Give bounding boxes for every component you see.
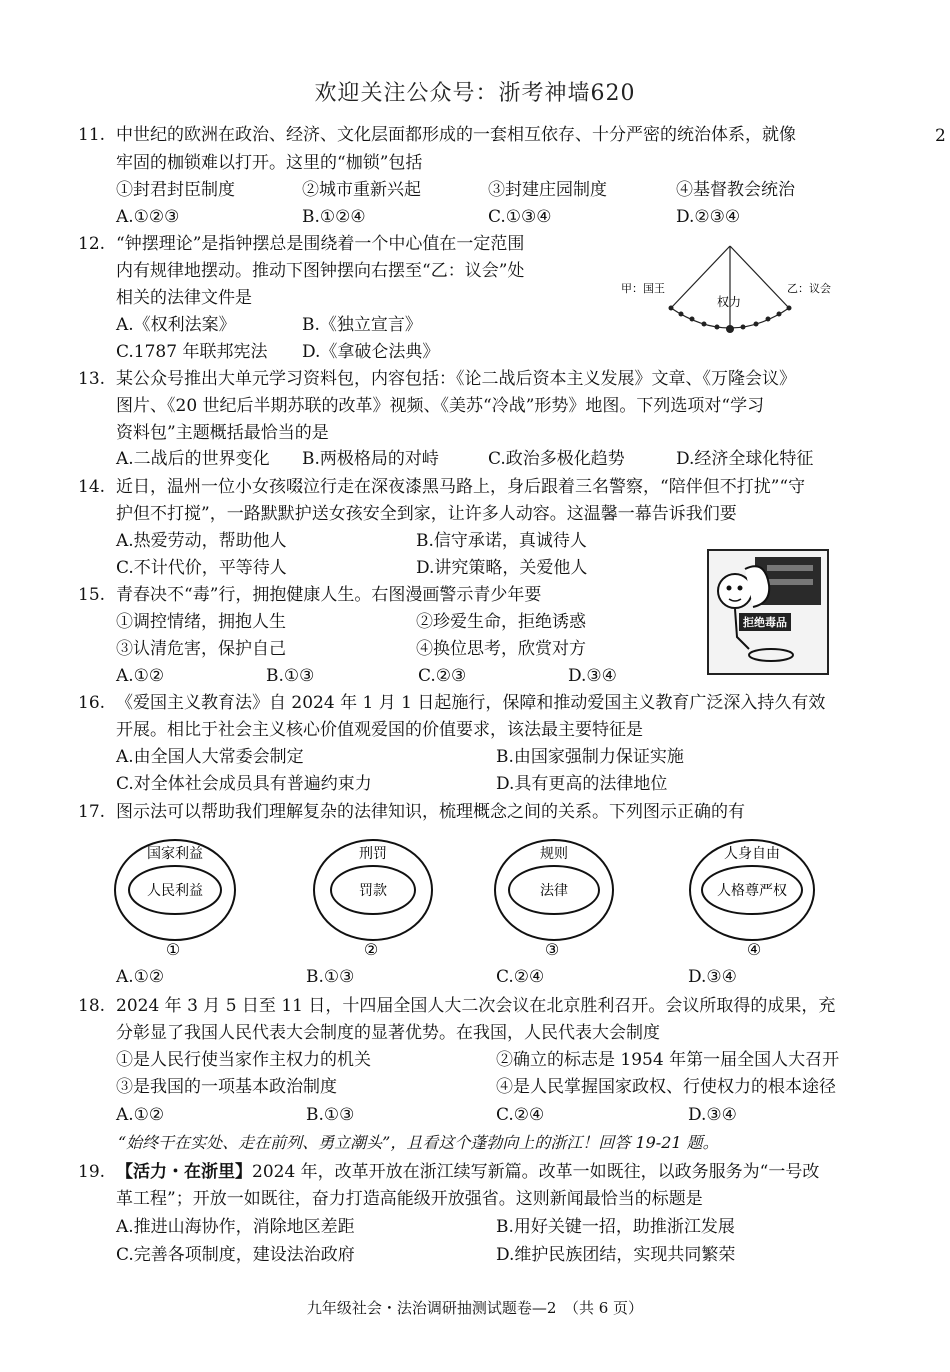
q17-option-b: B.①③	[306, 967, 355, 987]
q19-option-c: C.完善各项制度，建设法治政府	[116, 1245, 355, 1265]
q12-number: 12.	[78, 234, 106, 254]
pendulum-diagram	[615, 242, 845, 342]
q11-option-b: B.①②④	[302, 207, 366, 227]
q11-line2: 牢固的枷锁难以打开。这里的“枷锁”包括	[116, 153, 423, 173]
q19-option-d: D.维护民族团结，实现共同繁荣	[496, 1245, 736, 1265]
q14-number: 14.	[78, 477, 106, 497]
q11-item-4: ④基督教会统治	[676, 180, 795, 200]
q19-line1: 19. 【活力・在浙里】2024 年，改革开放在浙江续写新篇。改革一如既往，以政务服务为“一号改	[78, 1159, 819, 1186]
q17-number: 17.	[78, 802, 106, 822]
q19-tag: 【活力・在浙里】	[116, 1162, 252, 1182]
cartoon-drawing	[709, 551, 827, 673]
cartoon-label: 拒绝毒品	[739, 613, 791, 631]
q15-option-b: B.①③	[266, 666, 315, 686]
venn-2-outer: 刑罚	[359, 846, 387, 862]
q14-option-a: A.热爱劳动，帮助他人	[116, 531, 287, 551]
q16-option-a: A.由全国人大常委会制定	[116, 747, 304, 767]
q19-option-a: A.推进山海协作，消除地区差距	[116, 1217, 355, 1237]
q16-option-b: B.由国家强制力保证实施	[496, 747, 684, 767]
venn-diagram-3	[495, 840, 613, 959]
q12-line2: 内有规律地摆动。推动下图钟摆向右摆至“乙：议会”处	[116, 261, 525, 281]
pendulum-center-label: 权力	[717, 295, 742, 309]
q13-option-b: B.两极格局的对峙	[302, 449, 439, 469]
q15-option-d: D.③④	[568, 666, 617, 686]
q11-option-d: D.②③④	[676, 207, 741, 227]
page-header: 欢迎关注公众号：浙考神墙620	[314, 81, 636, 106]
venn-diagram-1	[115, 840, 235, 959]
q15-option-c: C.②③	[418, 666, 467, 686]
venn-1-inner: 人民利益	[147, 883, 203, 899]
q16-line1: 16. 《爱国主义教育法》自 2024 年 1 月 1 日起施行，保障和推动爱国主义教育广泛深入持久有效	[78, 690, 825, 717]
venn-4-mark: ④	[746, 940, 762, 959]
q13-number: 13.	[78, 369, 106, 389]
q14-line1: 14. 近日，温州一位小女孩啜泣行走在深夜漆黑马路上，身后跟着三名警察，“陪伴但不打扰”“守	[78, 474, 805, 501]
q11-line1: 11. 中世纪的欧洲在政治、经济、文化层面都形成的一套相互依存、十分严密的统治体系，就像	[78, 122, 796, 149]
page-footer: 九年级社会・法治调研抽测试题卷—2 （共 6 页）	[306, 1299, 644, 1317]
q15-item-3: ③认清危害，保护自己	[116, 639, 286, 659]
q16-option-d: D.具有更高的法律地位	[496, 774, 668, 794]
q18-option-a: A.①②	[116, 1105, 165, 1125]
q11-option-a: A.①②③	[116, 207, 180, 227]
q17-option-c: C.②④	[496, 967, 545, 987]
q12-line1: 12. “钟摆理论”是指钟摆总是围绕着一个中心值在一定范围	[78, 231, 524, 258]
q18-number: 18.	[78, 996, 106, 1016]
side-mark: 2	[935, 126, 946, 146]
q11-item-1: ①封君封臣制度	[116, 180, 235, 200]
q12-option-c: C.1787 年联邦宪法	[116, 342, 268, 362]
q15-option-a: A.①②	[116, 666, 165, 686]
q19-line2: 革工程”；开放一如既往，奋力打造高能级开放强省。这则新闻最恰当的标题是	[116, 1189, 703, 1209]
q16-option-c: C.对全体社会成员具有普遍约束力	[116, 774, 372, 794]
venn-diagram-2	[314, 840, 432, 959]
anti-drug-cartoon	[707, 549, 829, 675]
venn-3-outer: 规则	[540, 846, 568, 862]
q13-option-a: A.二战后的世界变化	[116, 449, 270, 469]
q18-line1: 18. 2024 年 3 月 5 日至 11 日，十四届全国人大二次会议在北京胜利召开。会议所取得的成果，充	[78, 993, 835, 1020]
q12-line3: 相关的法律文件是	[116, 288, 252, 308]
q16-line2: 开展。相比于社会主义核心价值观爱国的价值要求，该法最主要特征是	[116, 720, 643, 740]
q15-item-2: ②珍爱生命，拒绝诱惑	[416, 612, 586, 632]
venn-3-mark: ③	[544, 940, 560, 959]
q16-number: 16.	[78, 693, 106, 713]
q18-option-c: C.②④	[496, 1105, 545, 1125]
q18-item-3: ③是我国的一项基本政治制度	[116, 1077, 337, 1097]
q12-option-b: B.《独立宣言》	[302, 315, 422, 335]
venn-1-outer: 国家利益	[147, 846, 203, 862]
q14-option-c: C.不计代价，平等待人	[116, 558, 287, 578]
pendulum-right-label: 乙：议会	[787, 282, 831, 295]
q17-line1: 17. 图示法可以帮助我们理解复杂的法律知识，梳理概念之间的关系。下列图示正确的有	[78, 799, 745, 826]
q15-item-1: ①调控情绪，拥抱人生	[116, 612, 286, 632]
q14-line2: 护但不打搅”，一路默默护送女孩安全到家，让许多人动容。这温馨一幕告诉我们要	[116, 504, 737, 524]
q19-number: 19.	[78, 1162, 106, 1182]
q18-item-2: ②确立的标志是 1954 年第一届全国人大召开	[496, 1050, 840, 1070]
q11-item-2: ②城市重新兴起	[302, 180, 421, 200]
q15-number: 15.	[78, 585, 106, 605]
venn-4-inner: 人格尊严权	[717, 883, 787, 899]
q12-option-a: A.《权利法案》	[116, 315, 236, 335]
q18-item-1: ①是人民行使当家作主权力的机关	[116, 1050, 371, 1070]
venn-2-inner: 罚款	[359, 883, 387, 899]
q14-option-b: B.信守承诺，真诚待人	[416, 531, 587, 551]
q19-option-b: B.用好关键一招，助推浙江发展	[496, 1217, 735, 1237]
q18-line2: 分彰显了我国人民代表大会制度的显著优势。在我国，人民代表大会制度	[116, 1023, 660, 1043]
q17-option-d: D.③④	[688, 967, 737, 987]
q11-option-c: C.①③④	[488, 207, 552, 227]
q12-option-d: D.《拿破仑法典》	[302, 342, 440, 362]
q17-option-a: A.①②	[116, 967, 165, 987]
q13-line3: 资料包”主题概括最恰当的是	[116, 423, 329, 443]
q14-option-d: D.讲究策略，关爱他人	[416, 558, 588, 578]
pendulum-left-label: 甲：国王	[621, 282, 665, 295]
venn-3-inner: 法律	[540, 883, 568, 899]
q13-option-c: C.政治多极化趋势	[488, 449, 625, 469]
venn-diagram-4	[690, 840, 814, 959]
venn-4-outer: 人身自由	[724, 846, 780, 862]
section-hint: “始终干在实处、走在前列、勇立潮头”，且看这个蓬勃向上的浙江！回答 19-21 题。	[118, 1133, 719, 1152]
q15-item-4: ④换位思考，欣赏对方	[416, 639, 586, 659]
q15-line1: 15. 青春决不“毒”行，拥抱健康人生。右图漫画警示青少年要	[78, 582, 541, 609]
venn-diagrams	[110, 832, 890, 962]
q13-line1: 13. 某公众号推出大单元学习资料包，内容包括：《论二战后资本主义发展》文章、《万隆会议》	[78, 366, 796, 393]
q18-option-d: D.③④	[688, 1105, 737, 1125]
q13-option-d: D.经济全球化特征	[676, 449, 814, 469]
q18-option-b: B.①③	[306, 1105, 355, 1125]
venn-1-mark: ①	[165, 940, 181, 959]
q18-item-4: ④是人民掌握国家政权、行使权力的根本途径	[496, 1077, 836, 1097]
q11-item-3: ③封建庄园制度	[488, 180, 607, 200]
q11-number: 11.	[78, 125, 106, 145]
venn-2-mark: ②	[363, 940, 379, 959]
q13-line2: 图片、《20 世纪后半期苏联的改革》视频、《美苏“冷战”形势》地图。下列选项对“学习	[116, 396, 765, 416]
